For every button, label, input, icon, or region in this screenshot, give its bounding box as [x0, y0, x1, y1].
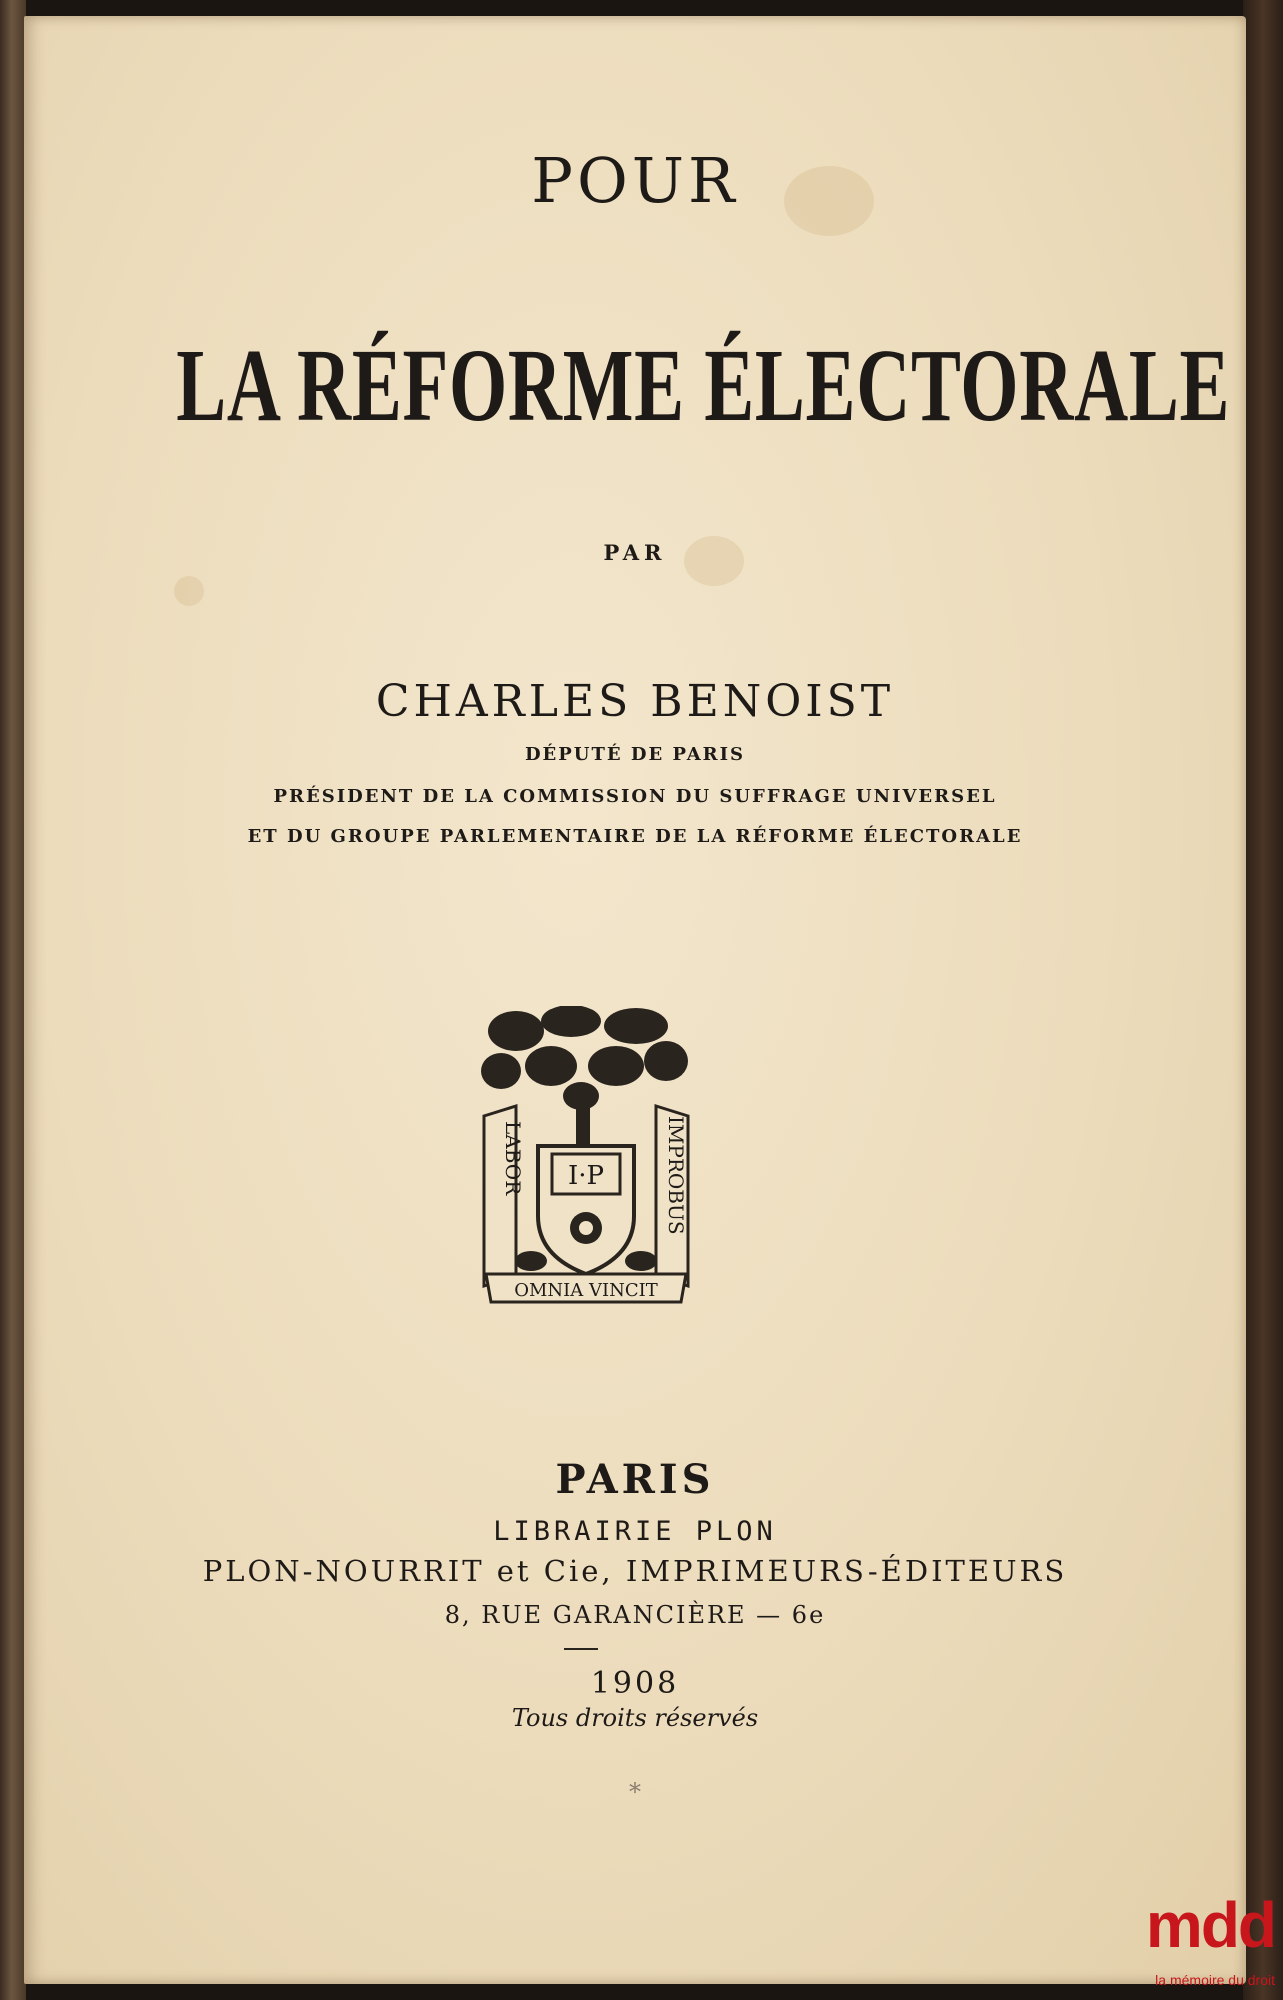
imprint-divider — [564, 1648, 598, 1650]
imprint-year: 1908 — [590, 1666, 680, 1701]
mdd-tagline: la mémoire du droit — [1155, 1972, 1275, 1988]
title-page — [24, 16, 1246, 1984]
author-role: ET DU GROUPE PARLEMENTAIRE DE LA RÉFORME ÉLECTORALE — [247, 826, 1023, 847]
author-role: PRÉSIDENT DE LA COMMISSION DU SUFFRAGE UNIVERSEL — [273, 786, 997, 807]
emblem-ribbon-right: IMPROBUS — [664, 1116, 688, 1235]
imprint-address: 8, RUE GARANCIÈRE — 6e — [444, 1601, 826, 1629]
author-name: CHARLES BENOIST — [375, 676, 895, 727]
emblem-monogram: I·P — [567, 1161, 605, 1191]
book-spine-right — [1243, 0, 1283, 2000]
title-line-2: LA RÉFORME ÉLECTORALE — [176, 328, 1231, 443]
imprint-rights: Tous droits réservés — [511, 1704, 759, 1732]
by-label: PAR — [603, 540, 667, 565]
title-line-1: POUR — [531, 144, 739, 217]
emblem-ribbon-left: LABOR — [501, 1121, 525, 1196]
asterisk-ornament-icon: * — [629, 1778, 641, 1806]
author-role: DÉPUTÉ DE PARIS — [524, 744, 746, 765]
book-spine-left — [0, 0, 26, 2000]
imprint-city: PARIS — [555, 1456, 715, 1503]
mdd-logo: mdd — [1145, 1889, 1275, 1961]
imprint-printers: PLON-NOURRIT et Cie, IMPRIMEURS-ÉDITEURS — [202, 1554, 1068, 1588]
printer-device-emblem — [476, 1006, 696, 1306]
imprint-publisher: LIBRAIRIE PLON — [493, 1516, 777, 1547]
emblem-ribbon-bottom: OMNIA VINCIT — [514, 1280, 658, 1301]
